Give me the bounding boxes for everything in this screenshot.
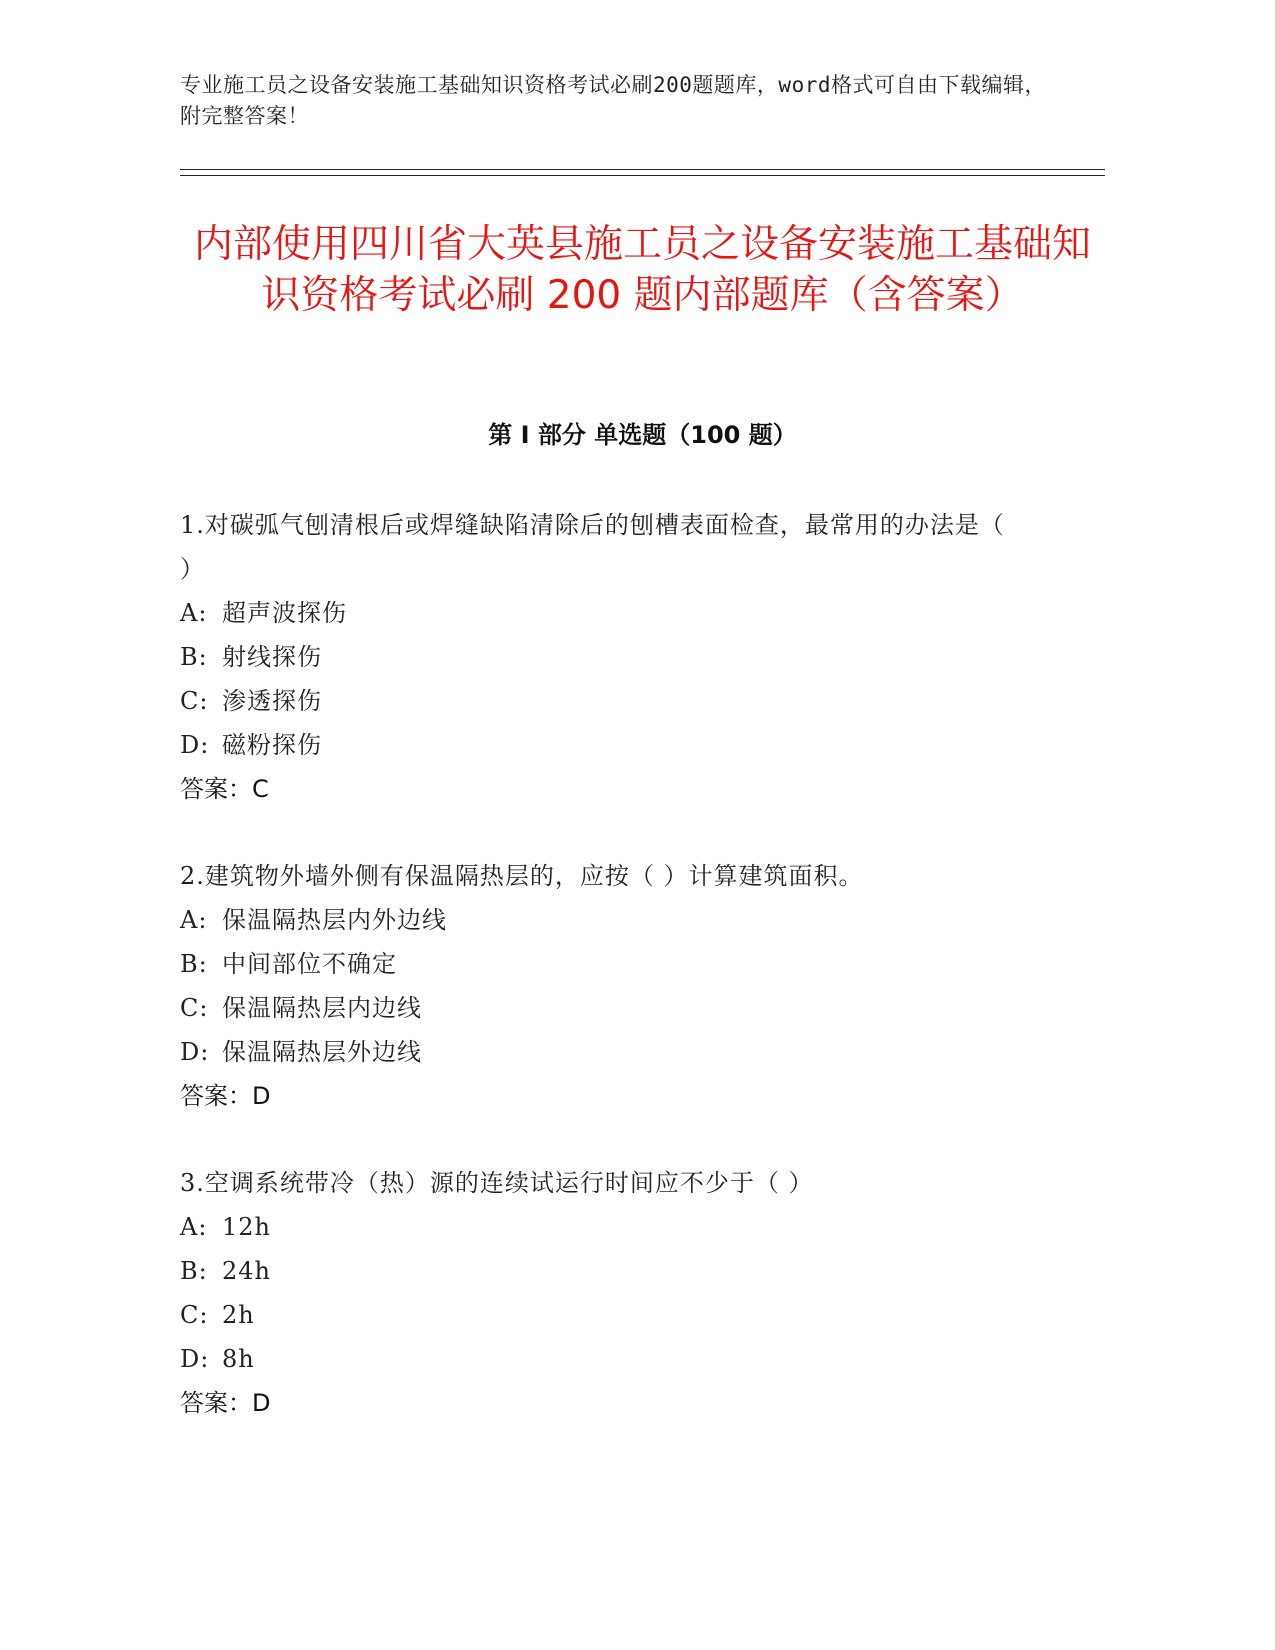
option-letter: D: [180,1038,210,1066]
option-letter: A: [180,599,208,627]
question-list [180,503,1105,1468]
option-a [180,898,1105,942]
question-2 [180,854,1105,1118]
option-a [180,591,1105,635]
option-letter: C: [180,1301,209,1329]
option-text: 12h [222,1213,271,1241]
option-c [180,1293,1105,1337]
option-letter: B: [180,950,208,978]
option-d [180,1030,1105,1074]
option-c [180,986,1105,1030]
answer-line: 答案：C [180,775,269,803]
option-text: 保温隔热层内边线 [222,994,422,1022]
question-stem: 1.对碳弧气刨清根后或焊缝缺陷清除后的刨槽表面检查，最常用的办法是（ ） [180,511,1005,583]
option-letter: B: [180,1257,208,1285]
option-text: 磁粉探伤 [222,731,322,759]
option-letter: C: [180,687,209,715]
header-divider-bottom [180,175,1105,176]
section-heading: 第 I 部分 单选题（100 题） [488,421,797,449]
option-letter: A: [180,1213,208,1241]
option-b [180,635,1105,679]
answer-line: 答案：D [180,1389,271,1417]
option-letter: A: [180,906,208,934]
header-note: 专业施工员之设备安装施工基础知识资格考试必刷200题题库，word格式可自由下载编辑，附完整答案！ [180,73,1046,128]
option-text: 2h [222,1301,255,1329]
answer-line: 答案：D [180,1082,271,1110]
option-text: 保温隔热层外边线 [222,1038,422,1066]
option-a [180,1205,1105,1249]
option-letter: D: [180,731,210,759]
option-text: 保温隔热层内外边线 [222,906,447,934]
option-d [180,723,1105,767]
option-text: 8h [222,1345,255,1373]
option-text: 24h [222,1257,271,1285]
option-b [180,942,1105,986]
question-stem: 2.建筑物外墙外侧有保温隔热层的，应按（ ）计算建筑面积。 [180,862,864,890]
question-3 [180,1161,1105,1425]
option-text: 中间部位不确定 [222,950,397,978]
option-text: 渗透探伤 [222,687,322,715]
option-letter: B: [180,643,208,671]
option-b [180,1249,1105,1293]
header-divider-top [180,169,1105,170]
document-title: 内部使用四川省大英县施工员之设备安装施工基础知识资格考试必刷 200 题内部题库（含答案） [193,222,1091,318]
option-d [180,1337,1105,1381]
question-stem: 3.空调系统带冷（热）源的连续试运行时间应不少于（ ） [180,1169,814,1197]
option-c [180,679,1105,723]
question-1 [180,503,1105,811]
option-letter: C: [180,994,209,1022]
option-text: 超声波探伤 [222,599,347,627]
option-text: 射线探伤 [222,643,322,671]
option-letter: D: [180,1345,210,1373]
